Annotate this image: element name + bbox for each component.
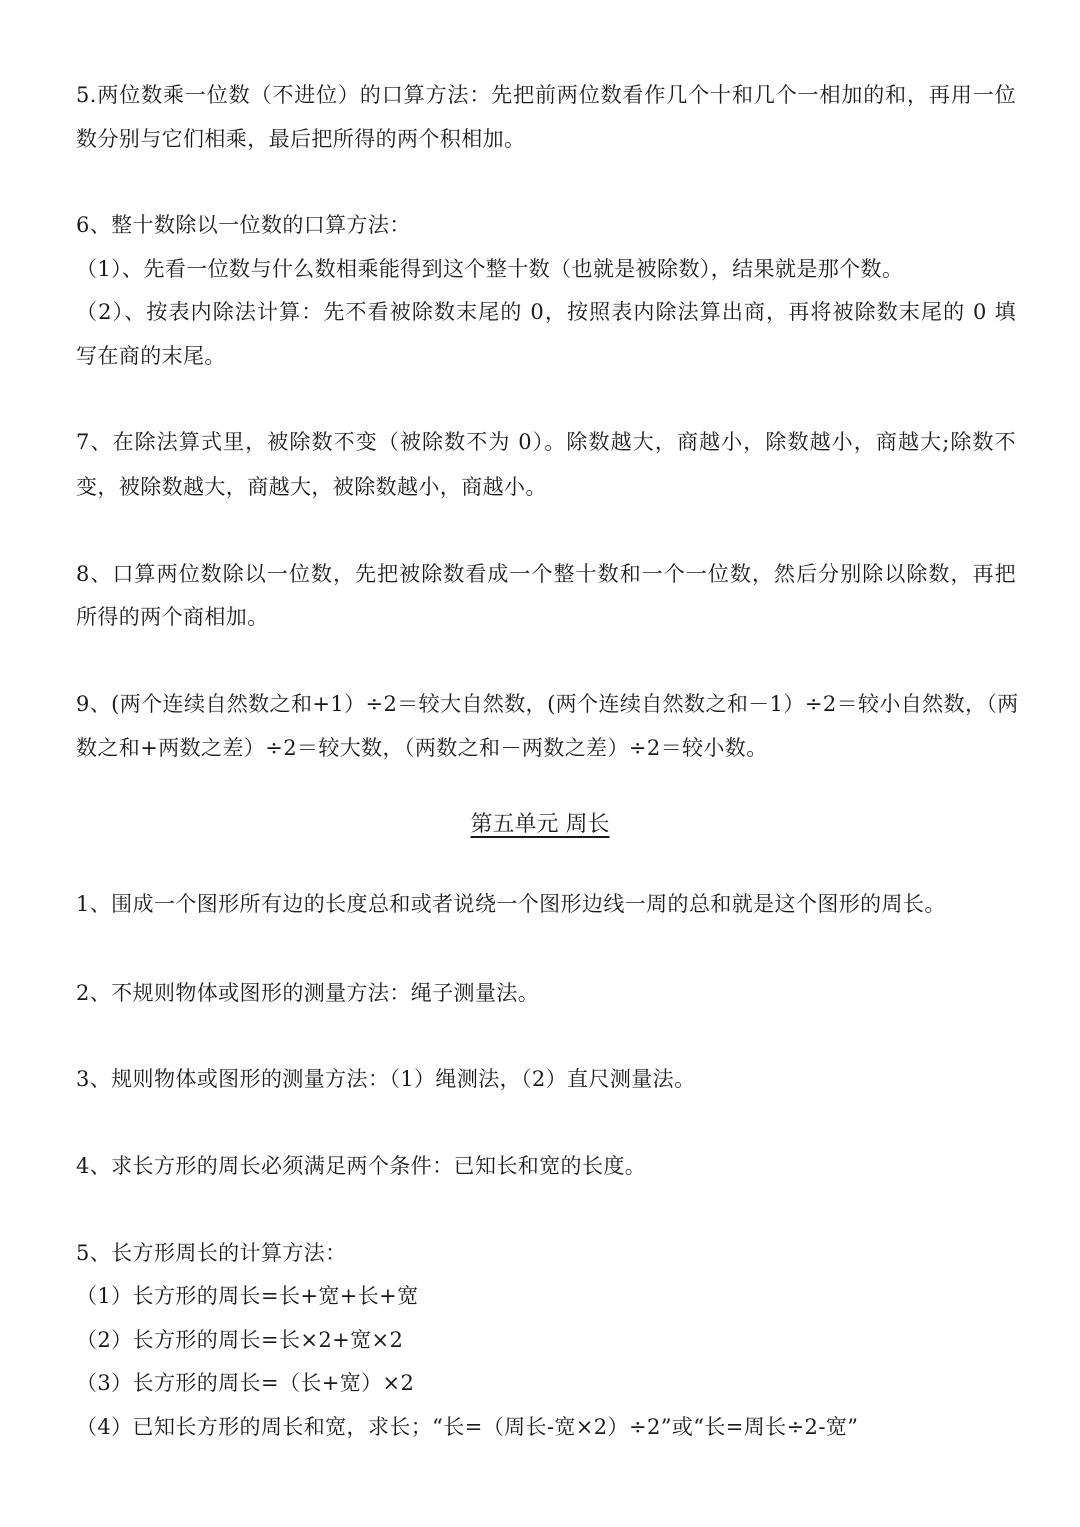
- perimeter-formula-1: （1）长方形的周长=长+宽+长+宽: [76, 1284, 419, 1308]
- section-title: [0, 810, 1080, 840]
- perimeter-item-5: 5、长方形周长的计算方法：: [76, 1241, 347, 1265]
- perimeter-formula-2: （2）长方形的周长=长×2+宽×2: [76, 1328, 404, 1352]
- section-title-text: 第五单元 周长: [470, 812, 610, 837]
- perimeter-formula-4: （4）已知长方形的周长和宽，求长；“长=（周长-宽×2）÷2”或“长=周长÷2-宽”: [76, 1415, 859, 1439]
- perimeter-item-3: 3、规则物体或图形的测量方法：（1）绳测法，（2）直尺测量法。: [76, 1067, 696, 1091]
- perimeter-item-1: 1、围成一个图形所有边的长度总和或者说绕一个图形边线一周的总和就是这个图形的周长。: [76, 892, 946, 916]
- item-9-line-1: 9、(两个连续自然数之和+1）÷2＝较大自然数，(两个连续自然数之和－1）÷2＝较小自然数，（两: [76, 692, 1019, 716]
- item-5-line-1: 5.两位数乘一位数（不进位）的口算方法：先把前两位数看作几个十和几个一相加的和，再用一位: [76, 83, 1016, 107]
- item-6-sub-2-line-1: （2）、按表内除法计算：先不看被除数末尾的 0，按照表内除法算出商，再将被除数末尾的 0 填: [76, 300, 1016, 324]
- item-7-line-2: 变，被除数越大，商越大，被除数越小，商越小。: [76, 475, 547, 499]
- item-6-sub-1: （1）、先看一位数与什么数相乘能得到这个整十数（也就是被除数），结果就是那个数。: [76, 257, 904, 281]
- item-6-sub-2-line-2: 写在商的末尾。: [76, 344, 226, 368]
- perimeter-item-4: 4、求长方形的周长必须满足两个条件：已知长和宽的长度。: [76, 1154, 647, 1178]
- item-8-line-1: 8、口算两位数除以一位数，先把被除数看成一个整十数和一个一位数，然后分别除以除数，再把: [76, 562, 1016, 586]
- item-9-line-2: 数之和+两数之差）÷2＝较大数，（两数之和－两数之差）÷2＝较小数。: [76, 736, 768, 760]
- perimeter-formula-3: （3）长方形的周长=（长+宽）×2: [76, 1371, 415, 1395]
- item-7-line-1: 7、在除法算式里，被除数不变（被除数不为 0）。除数越大，商越小，除数越小，商越大;除数不: [76, 430, 1016, 454]
- item-8-line-2: 所得的两个商相加。: [76, 605, 269, 629]
- perimeter-item-2: 2、不规则物体或图形的测量方法：绳子测量法。: [76, 981, 540, 1005]
- item-6-heading: 6、整十数除以一位数的口算方法：: [76, 213, 411, 237]
- item-5-line-2: 数分别与它们相乘，最后把所得的两个积相加。: [76, 127, 526, 151]
